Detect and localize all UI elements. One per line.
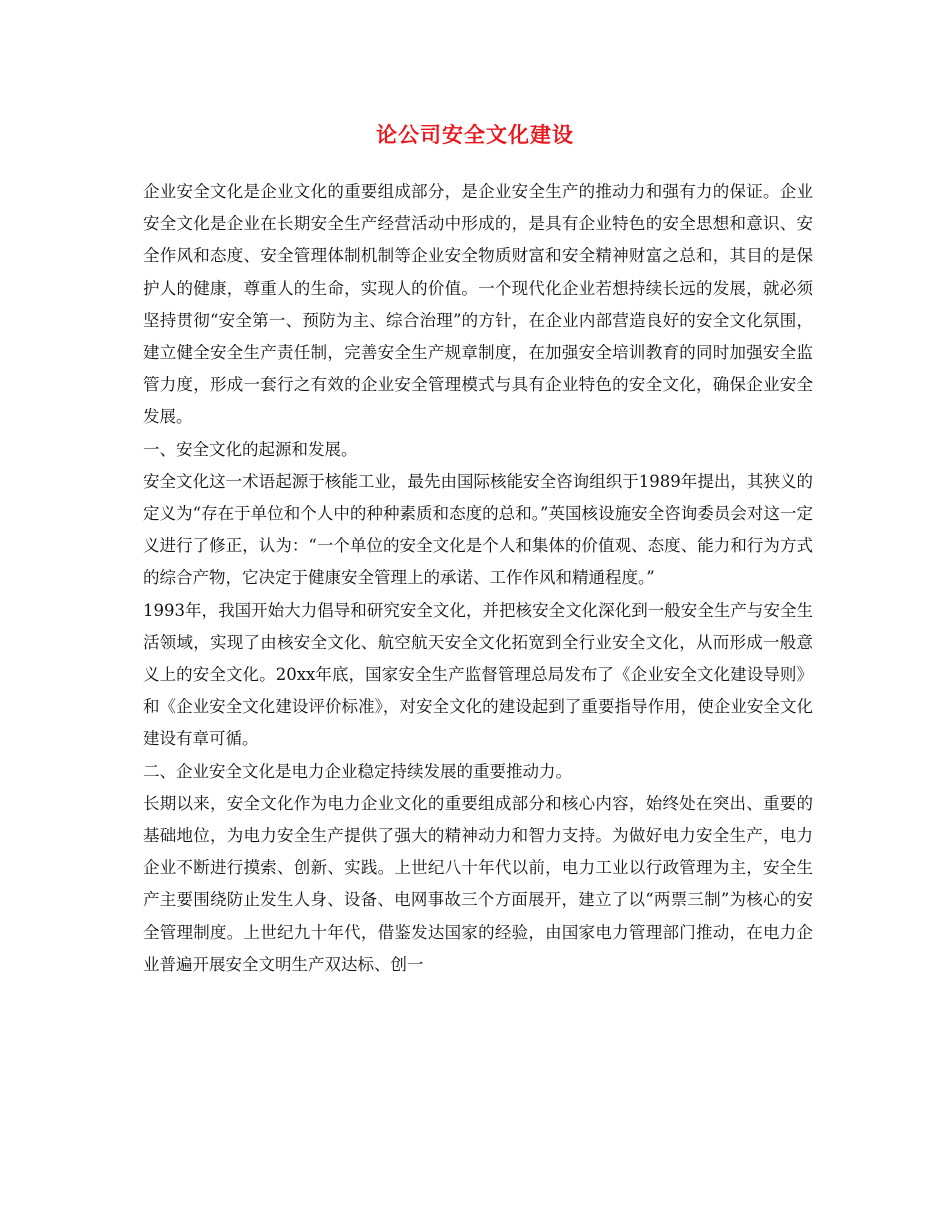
section-heading-2: 二、企业安全文化是电力企业稳定持续发展的重要推动力。 xyxy=(143,761,572,781)
paragraph-china-development: 1993年，我国开始大力倡导和研究安全文化，并把核安全文化深化到一般安全生产与安全生活领域，实现了由核安全文化、航空航天安全文化拓宽到全行业安全文化，从而形成一般意义上的安全文化。20xx年底，国家安全生产监督管理总局发布了《企业安全文化建设导则》和《企业安全文化建设评价标准》，对安全文化的建设起到了重要指导作用，使企业安全文化建设有章可循。 xyxy=(143,600,813,749)
document-body xyxy=(143,176,813,981)
paragraph-intro: 企业安全文化是企业文化的重要组成部分，是企业安全生产的推动力和强有力的保证。企业安全文化是企业在长期安全生产经营活动中形成的，是具有企业特色的安全思想和意识、安全作风和态度、安全管理体制机制等企业安全物质财富和安全精神财富之总和，其目的是保护人的健康，尊重人的生命，实现人的价值。一个现代化企业若想持续长远的发展，就必须坚持贯彻“安全第一、预防为主、综合治理”的方针，在企业内部营造良好的安全文化氛围，建立健全安全生产责任制，完善安全生产规章制度，在加强安全培训教育的同时加强安全监管力度，形成一套行之有效的企业安全管理模式与具有企业特色的安全文化，确保企业安全发展。 xyxy=(143,182,813,427)
paragraph-origin: 安全文化这一术语起源于核能工业，最先由国际核能安全咨询组织于1989年提出，其狭义的定义为“存在于单位和个人中的种种素质和态度的总和。”英国核设施安全咨询委员会对这一定义进行了修正，认为：“一个单位的安全文化是个人和集体的价值观、态度、能力和行为方式的综合产物，它决定于健康安全管理上的承诺、工作作风和精通程度。” xyxy=(143,471,813,588)
section-heading-1: 一、安全文化的起源和发展。 xyxy=(143,439,358,459)
paragraph-power-industry: 长期以来，安全文化作为电力企业文化的重要组成部分和核心内容，始终处在突出、重要的基础地位，为电力安全生产提供了强大的精神动力和智力支持。为做好电力安全生产，电力企业不断进行摸索、创新、实践。上世纪八十年代以前，电力工业以行政管理为主，安全生产主要围绕防止发生人身、设备、电网事故三个方面展开，建立了以“两票三制”为核心的安全管理制度。上世纪九十年代，借鉴发达国家的经验，由国家电力管理部门推动，在电力企业普遍开展安全文明生产双达标、创一 xyxy=(143,793,813,974)
document-title: 论公司安全文化建设 xyxy=(376,122,574,147)
